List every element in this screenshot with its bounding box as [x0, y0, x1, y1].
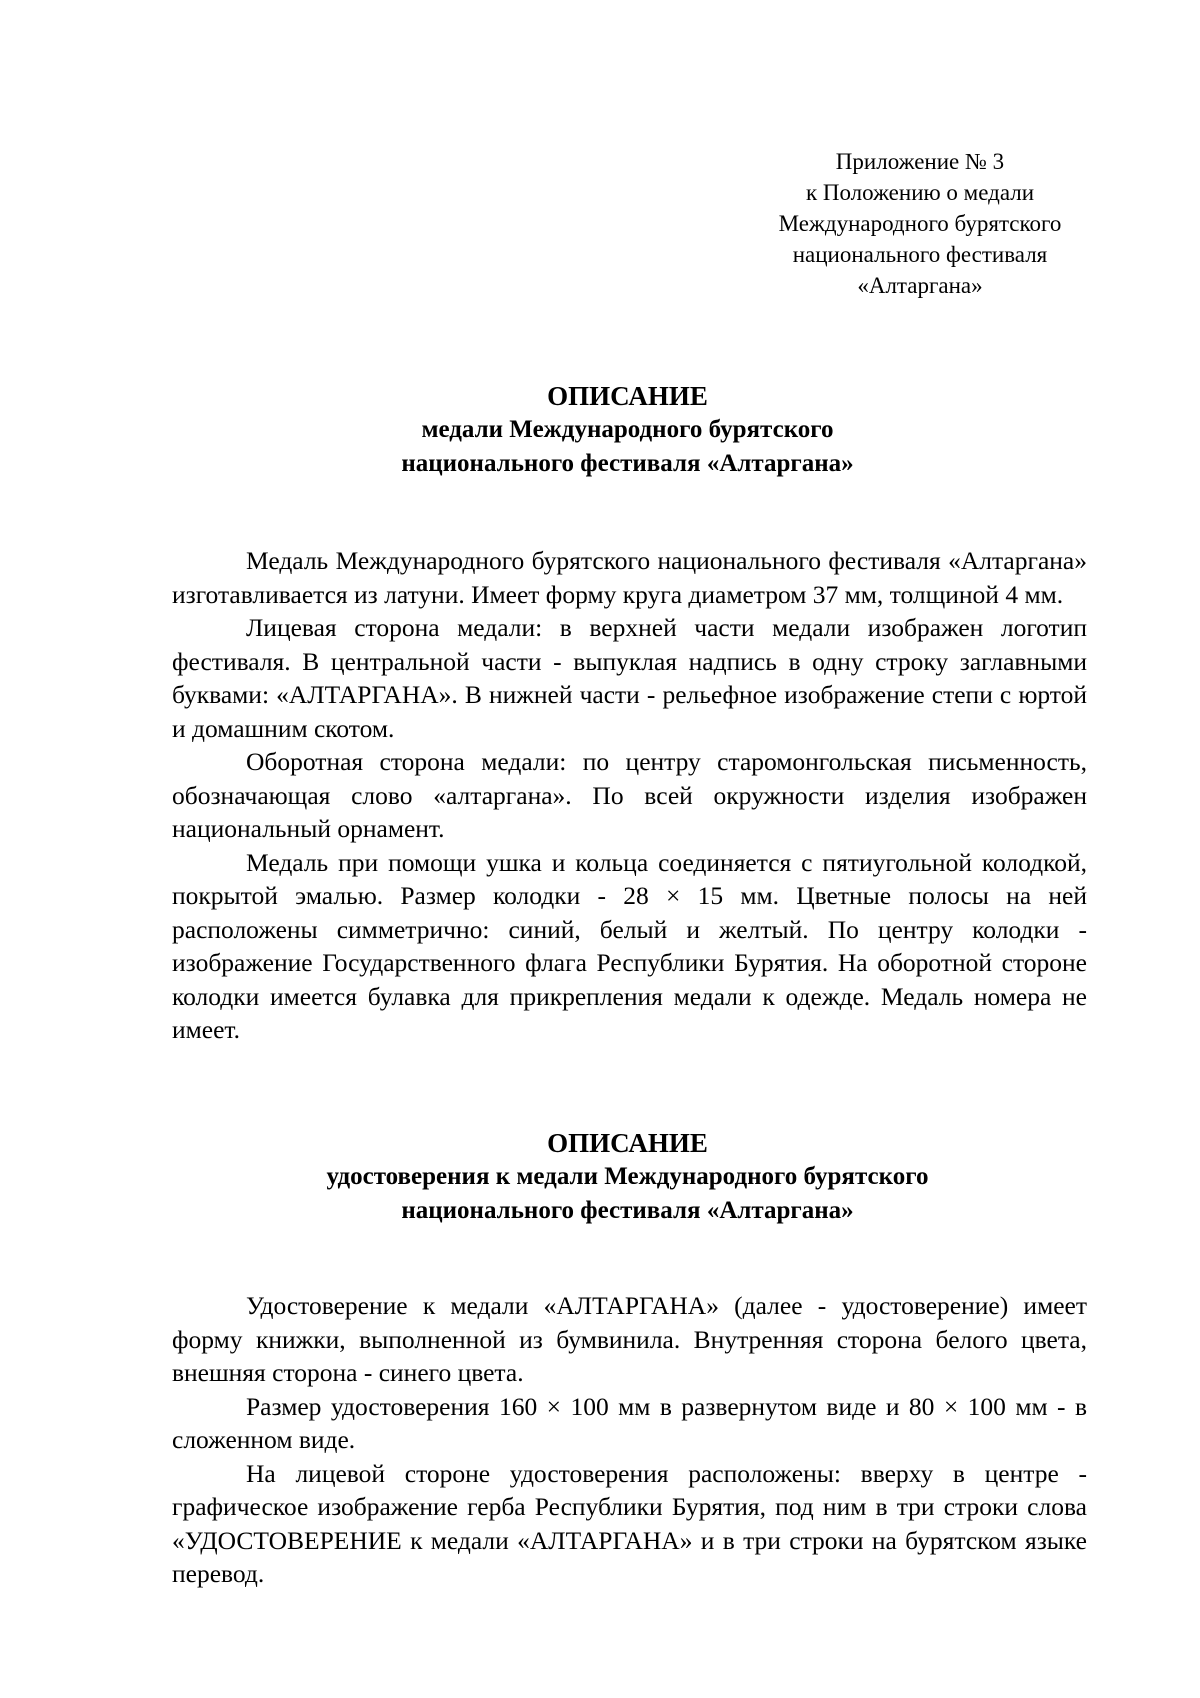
appendix-line: к Положению о медали [805, 180, 1035, 205]
body-paragraph: Размер удостоверения 160 × 100 мм в развернутом виде и 80 × 100 мм - в сложенном виде. [172, 1391, 1087, 1454]
body-paragraph: Лицевая сторона медали: в верхней части медали изображен логотип фестиваля. В центральной части - выпуклая надпись в одну строку заглавными буквами: «АЛТАРГАНА». В нижней части - рельефное изображение степи с юртой и домашним скотом. [172, 613, 1087, 743]
heading-subtitle-line: национального фестиваля «Алтаргана» [401, 450, 854, 477]
body-paragraph: Медаль Международного бурятского национального фестиваля «Алтаргана» изготавливается из латуни. Имеет форму круга диаметром 37 мм, толщиной 4 мм. [172, 546, 1087, 609]
body-paragraph: Удостоверение к медали «АЛТАРГАНА» (далее - удостоверение) имеет форму книжки, выполненной из бумвинила. Внутренняя сторона белого цвета, внешняя сторона - синего цвета. [172, 1291, 1087, 1387]
heading-title: ОПИСАНИЕ [547, 1128, 708, 1158]
body-paragraph: Оборотная сторона медали: по центру старомонгольская письменность, обозначающая слово «алтаргана». По всей окружности изделия изображен национальный орнамент. [172, 747, 1087, 843]
body-paragraph: На лицевой стороне удостоверения расположены: вверху в центре - графическое изображение герба Республики Бурятия, под ним в три строки слова «УДОСТОВЕРЕНИЕ к медали «АЛТАРГАНА» и в три строки на бурятском языке перевод. [172, 1458, 1087, 1588]
heading-subtitle-line: медали Международного бурятского [421, 416, 834, 443]
body-paragraph: Медаль при помощи ушка и кольца соединяется с пятиугольной колодкой, покрытой эмалью. Размер колодки - 28 × 15 мм. Цветные полосы на ней расположены симметрично: синий, белый и желтый. По центру колодки - изображение Государственного флага Республики Бурятия. На оборотной стороне колодки имеется булавка для прикрепления медали к одежде. Медаль номера не имеет. [172, 847, 1087, 1044]
certificate-description-body [172, 1289, 1087, 1591]
appendix-line: Международного бурятского [778, 211, 1062, 236]
medal-description-heading [160, 379, 1095, 481]
appendix-line: Приложение № 3 [835, 149, 1005, 174]
heading-subtitle-line: национального фестиваля «Алтаргана» [401, 1197, 854, 1224]
medal-description-body [172, 544, 1087, 1047]
appendix-note [740, 146, 1100, 301]
appendix-line: «Алтаргана» [857, 273, 983, 298]
certificate-description-heading [160, 1126, 1095, 1228]
heading-title: ОПИСАНИЕ [547, 381, 708, 411]
heading-subtitle-line: удостоверения к медали Международного бурятского [326, 1163, 929, 1190]
appendix-line: национального фестиваля [792, 242, 1048, 267]
